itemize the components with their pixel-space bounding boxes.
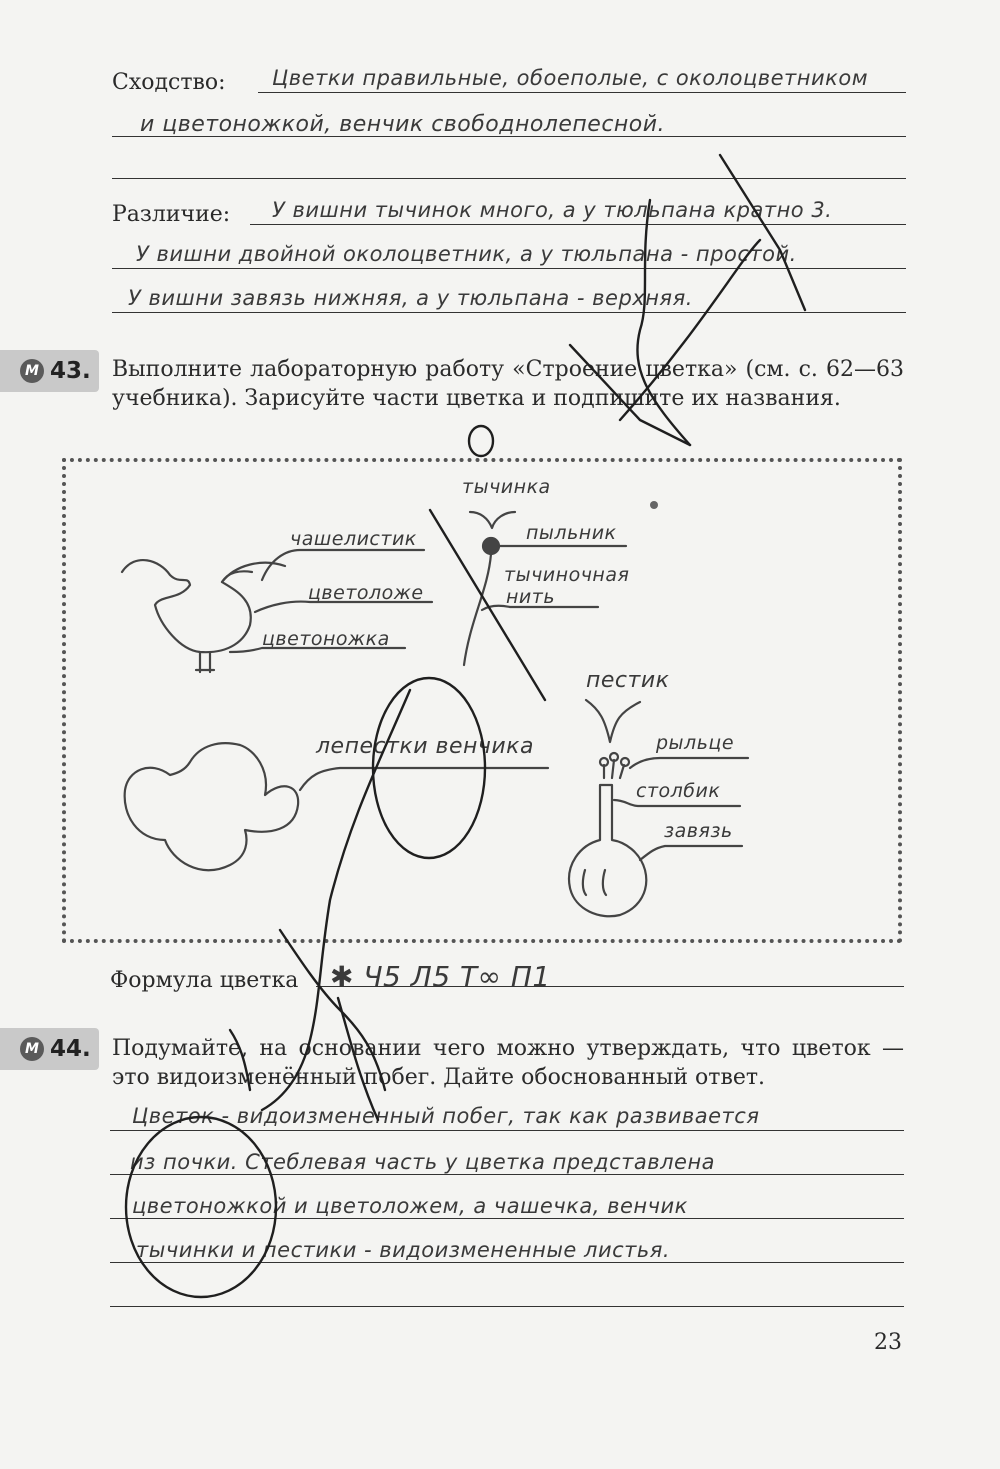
page-number: 23 <box>874 1330 902 1355</box>
task-44-answer-line-4: тычинки и пестики - видоизмененные листья. <box>136 1238 671 1262</box>
label-filament-2: нить <box>506 586 556 608</box>
similarity-answer-line-2: и цветоножкой, венчик свободнолепесной. <box>140 112 666 137</box>
difference-label: Различие: <box>112 202 231 227</box>
method-icon: М <box>20 359 44 383</box>
label-pedicel: цветоножка <box>262 628 390 650</box>
label-stamen: тычинка <box>462 476 551 498</box>
calyx-drawing <box>222 571 252 582</box>
pedicel-drawing <box>196 652 214 672</box>
calyx-drawing <box>122 560 285 652</box>
label-ovary: завязь <box>664 820 733 842</box>
label-anther: пыльник <box>526 522 617 544</box>
label-pistil: пестик <box>586 668 670 693</box>
formula-label: Формула цветка <box>110 968 299 993</box>
label-filament-1: тычиночная <box>504 564 630 586</box>
label-stigma: рыльце <box>656 732 735 754</box>
label-receptacle: цветоложе <box>308 582 424 604</box>
teacher-marks <box>126 155 805 1297</box>
task-43-text: Выполните лабораторную работу «Строение цветка» (см. с. 62—63 учебника). Зарисуйте части цветка и подпишите их названия. <box>112 357 904 411</box>
task-44-answer-line-1: Цветок - видоизмененный побег, так как развивается <box>132 1104 760 1128</box>
task-44-number: 44. <box>50 1036 91 1062</box>
formula-value: ✱ Ч5 Л5 Т∞ П1 <box>330 960 551 993</box>
method-icon: М <box>20 1037 44 1061</box>
similarity-answer-line-1: Цветки правильные, обоеполые, с околоцветником <box>272 66 869 90</box>
difference-answer-line-3: У вишни завязь нижняя, а у тюльпана - верхняя. <box>128 286 693 310</box>
task-44-answer-line-3: цветоножкой и цветоложем, а чашечка, венчик <box>132 1194 688 1218</box>
difference-answer-line-1: У вишни тычинок много, а у тюльпана кратно 3. <box>272 198 833 222</box>
anther-drawing <box>483 538 499 554</box>
task-44-text: Подумайте, на основании чего можно утверждать, что цветок — это видоизменённый побег. Дайте обоснованный ответ. <box>112 1036 904 1090</box>
label-petals: лепестки венчика <box>316 734 534 759</box>
task-44-answer-line-2: из почки. Стеблевая часть у цветка представлена <box>130 1150 716 1174</box>
task-43-number: 43. <box>50 358 91 384</box>
label-sepal: чашелистик <box>290 528 417 550</box>
petal-drawing <box>125 743 299 870</box>
label-style: столбик <box>636 780 721 802</box>
similarity-label: Сходство: <box>112 70 226 95</box>
difference-answer-line-2: У вишни двойной околоцветник, а у тюльпана - простой. <box>136 242 797 266</box>
